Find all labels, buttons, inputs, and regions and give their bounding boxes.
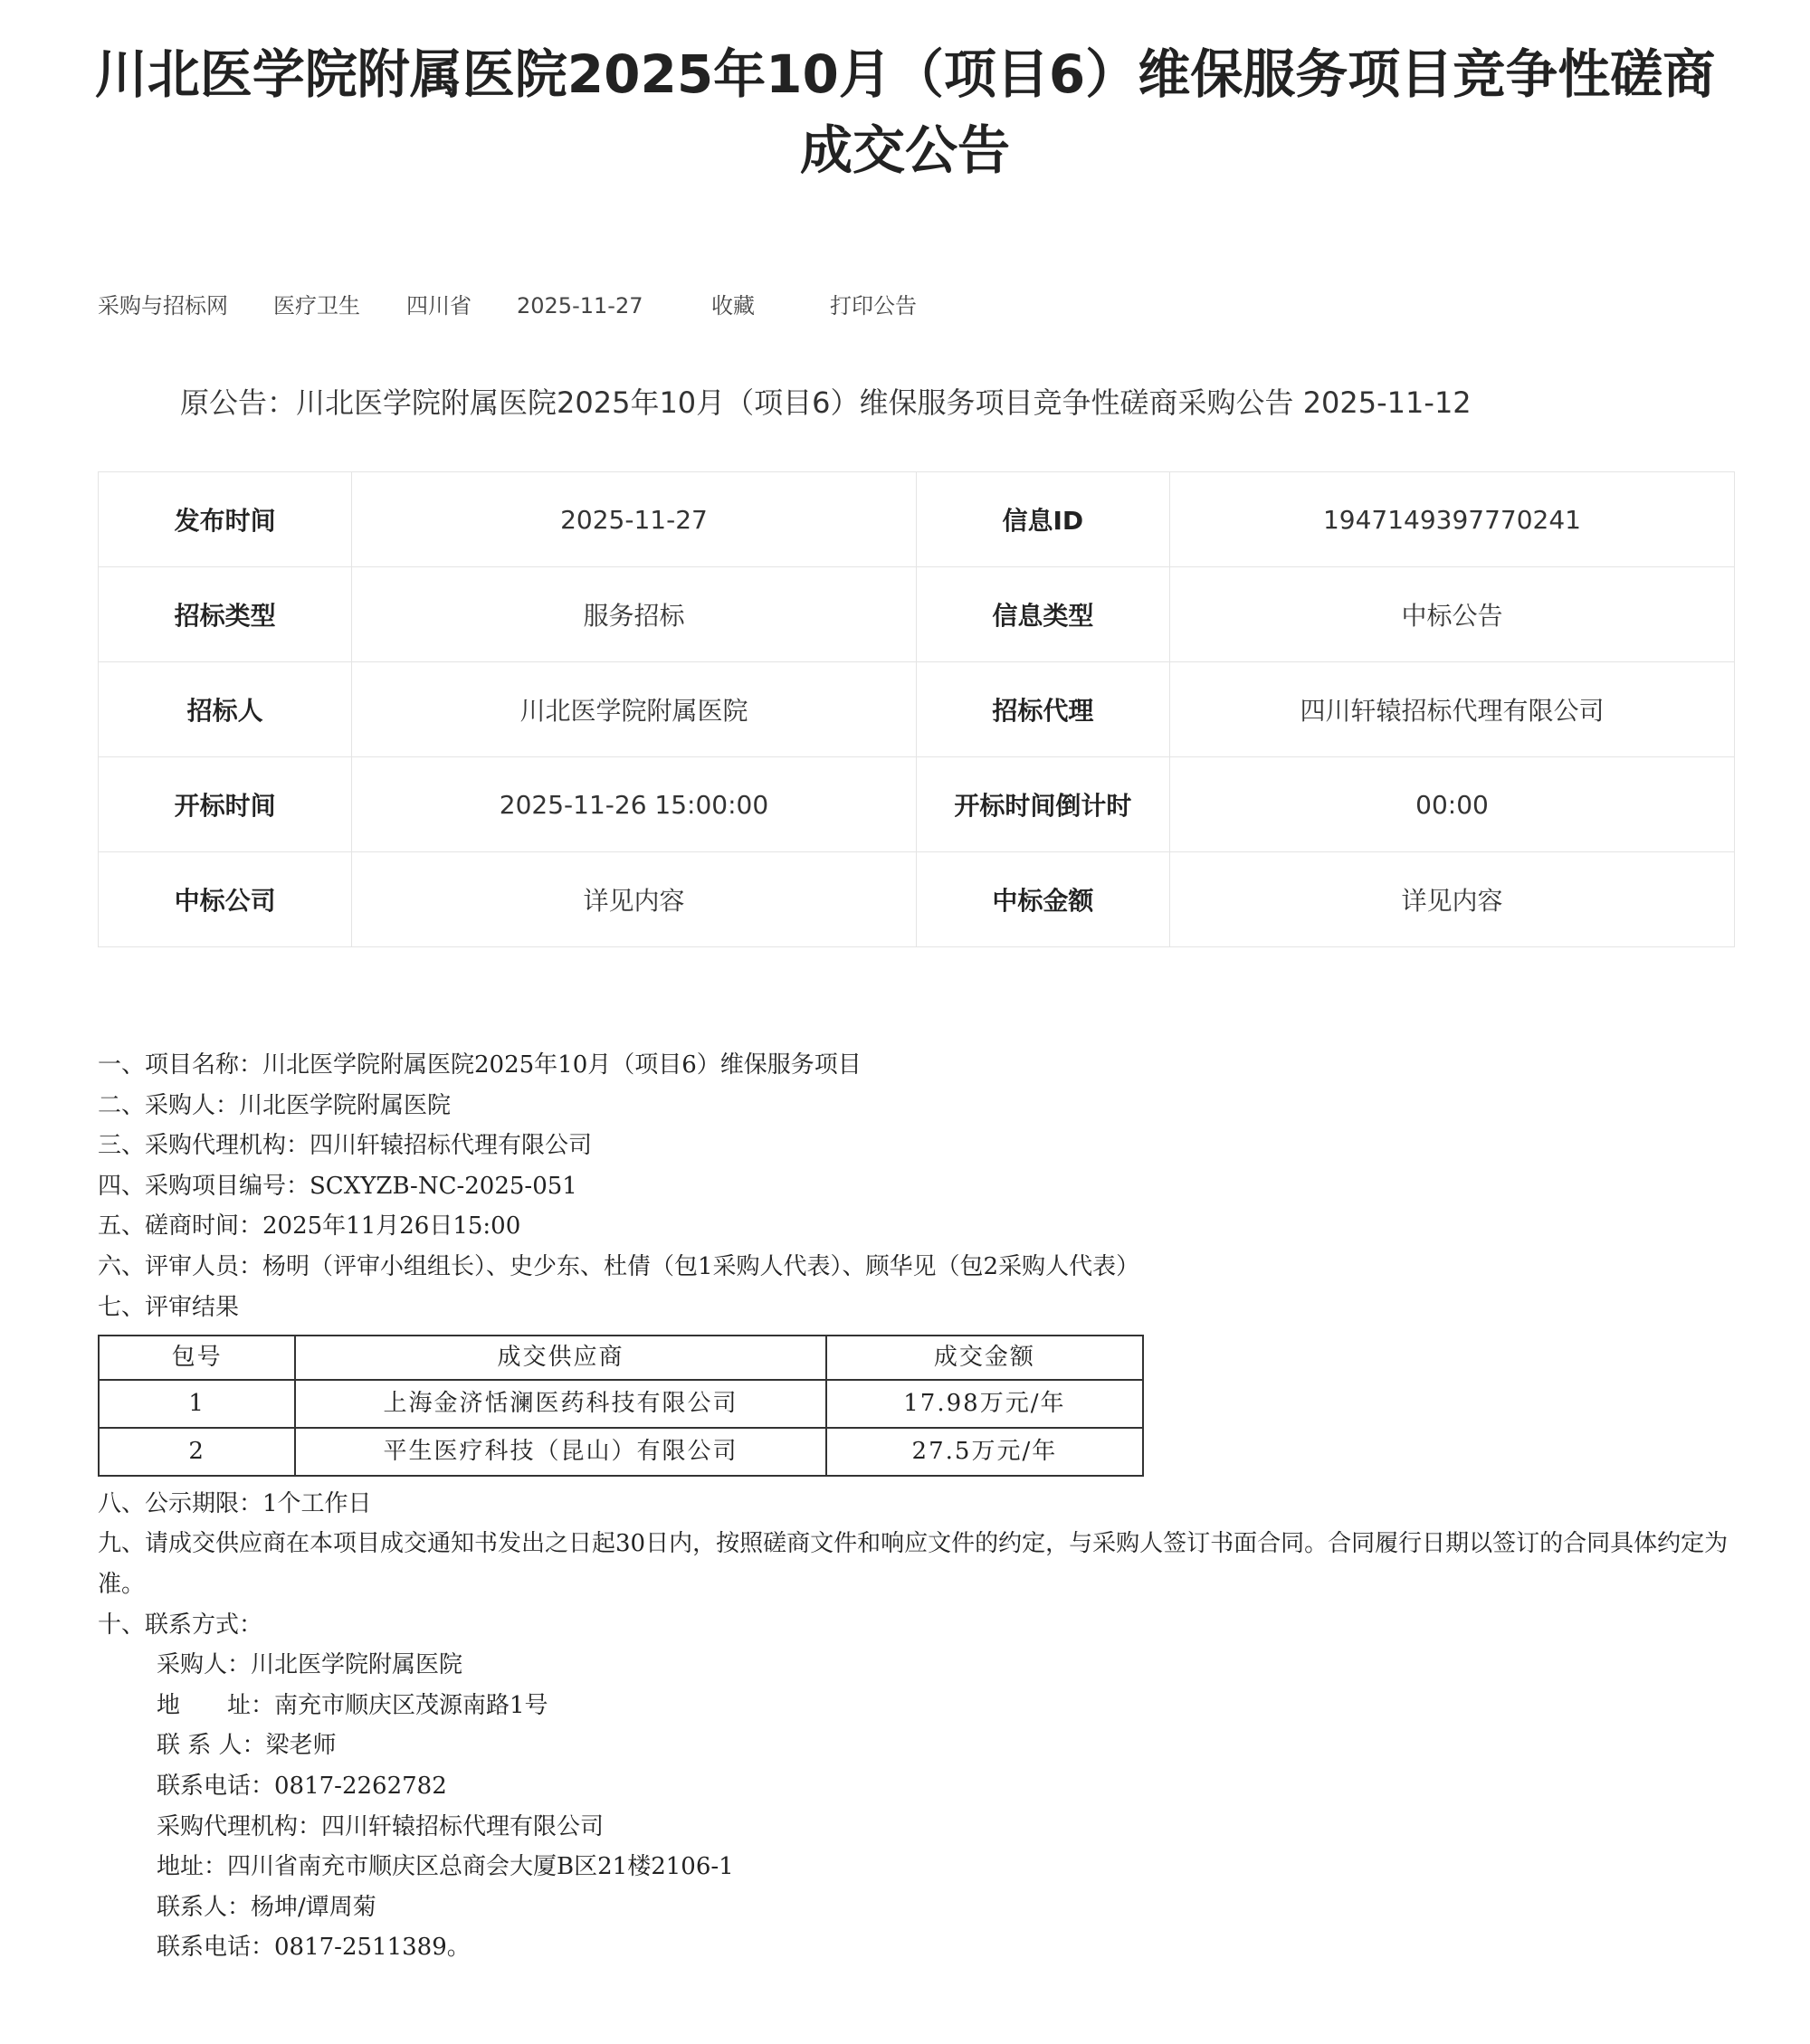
result-header-row [99, 1336, 1143, 1380]
body-line: 三、采购代理机构：四川轩辕招标代理有限公司 [98, 1132, 593, 1160]
result-table [98, 1335, 1144, 1477]
body-line: 采购人：川北医学院附属医院 [157, 1651, 463, 1679]
industry-tag[interactable]: 医疗卫生 [273, 293, 360, 318]
body-line: 地 址：南充市顺庆区茂源南路1号 [157, 1691, 548, 1719]
info-label: 开标时间倒计时 [916, 757, 1169, 852]
result-cell: 27.5万元/年 [826, 1428, 1143, 1476]
body-line: 联 系 人：梁老师 [157, 1732, 337, 1760]
info-label: 招标代理 [916, 662, 1169, 757]
info-value: 2025-11-26 15:00:00 [352, 757, 917, 852]
result-header-cell: 成交金额 [826, 1336, 1143, 1380]
info-value: 中标公告 [1169, 567, 1734, 662]
favorite-button[interactable]: 收藏 [711, 293, 755, 318]
body-line: 采购代理机构：四川轩辕招标代理有限公司 [157, 1812, 605, 1840]
body-line: 八、公示期限：1个工作日 [98, 1489, 372, 1517]
info-value: 详见内容 [1169, 852, 1734, 947]
info-label: 信息类型 [916, 567, 1169, 662]
info-value: 服务招标 [352, 567, 917, 662]
result-cell: 上海金济恬澜医药科技有限公司 [295, 1380, 825, 1428]
info-value: 四川轩辕招标代理有限公司 [1169, 662, 1734, 757]
info-value: 00:00 [1169, 757, 1734, 852]
body-line: 一、项目名称：川北医学院附属医院2025年10月（项目6）维保服务项目 [98, 1051, 862, 1079]
announcement-body [98, 1045, 1745, 1968]
info-table [98, 471, 1735, 947]
result-header-cell: 成交供应商 [295, 1336, 825, 1380]
result-cell: 1 [99, 1380, 295, 1428]
info-value: 2025-11-27 [352, 472, 917, 567]
info-row [99, 472, 1735, 567]
info-label: 信息ID [916, 472, 1169, 567]
info-label: 中标金额 [916, 852, 1169, 947]
info-label: 中标公司 [99, 852, 352, 947]
original-notice-link[interactable]: 原公告：川北医学院附属医院2025年10月（项目6）维保服务项目竞争性磋商采购公告 2025-11-12 [180, 385, 1472, 420]
info-row [99, 757, 1735, 852]
body-line: 联系电话：0817-2511389。 [157, 1934, 471, 1962]
info-row [99, 662, 1735, 757]
body-line: 联系电话：0817-2262782 [157, 1772, 447, 1800]
body-line: 四、采购项目编号：SCXYZB-NC-2025-051 [98, 1172, 577, 1200]
result-cell: 平生医疗科技（昆山）有限公司 [295, 1428, 825, 1476]
info-label: 招标人 [99, 662, 352, 757]
info-value: 详见内容 [352, 852, 917, 947]
body-line: 五、磋商时间：2025年11月26日15:00 [98, 1212, 521, 1241]
result-cell: 2 [99, 1428, 295, 1476]
info-label: 发布时间 [99, 472, 352, 567]
info-row [99, 852, 1735, 947]
body-line: 九、请成交供应商在本项目成交通知书发出之日起30日内，按照磋商文件和响应文件的约定，与采购人签订书面合同。合同履行日期以签订的合同具体约定为准。 [98, 1530, 1729, 1598]
region-tag[interactable]: 四川省 [406, 293, 472, 318]
info-value: 1947149397770241 [1169, 472, 1734, 567]
print-button[interactable]: 打印公告 [830, 293, 917, 318]
result-header-cell: 包号 [99, 1336, 295, 1380]
result-row [99, 1428, 1143, 1476]
body-line: 七、评审结果 [98, 1293, 240, 1321]
result-row [99, 1380, 1143, 1428]
page-title: 川北医学院附属医院2025年10月（项目6）维保服务项目竞争性磋商成交公告 [94, 43, 1716, 181]
source-link[interactable]: 采购与招标网 [98, 293, 228, 318]
body-line: 联系人：杨坤/谭周菊 [157, 1893, 376, 1921]
body-line: 六、评审人员：杨明（评审小组组长）、史少东、杜倩（包1采购人代表）、顾华见（包2采购人代表） [98, 1252, 1140, 1280]
result-cell: 17.98万元/年 [826, 1380, 1143, 1428]
info-label: 开标时间 [99, 757, 352, 852]
info-row [99, 567, 1735, 662]
info-value: 川北医学院附属医院 [352, 662, 917, 757]
info-label: 招标类型 [99, 567, 352, 662]
body-line: 十、联系方式： [98, 1611, 263, 1639]
body-line: 地址：四川省南充市顺庆区总商会大厦B区21楼2106-1 [157, 1853, 734, 1881]
body-line: 二、采购人：川北医学院附属医院 [98, 1091, 452, 1119]
publish-date: 2025-11-27 [517, 293, 643, 318]
